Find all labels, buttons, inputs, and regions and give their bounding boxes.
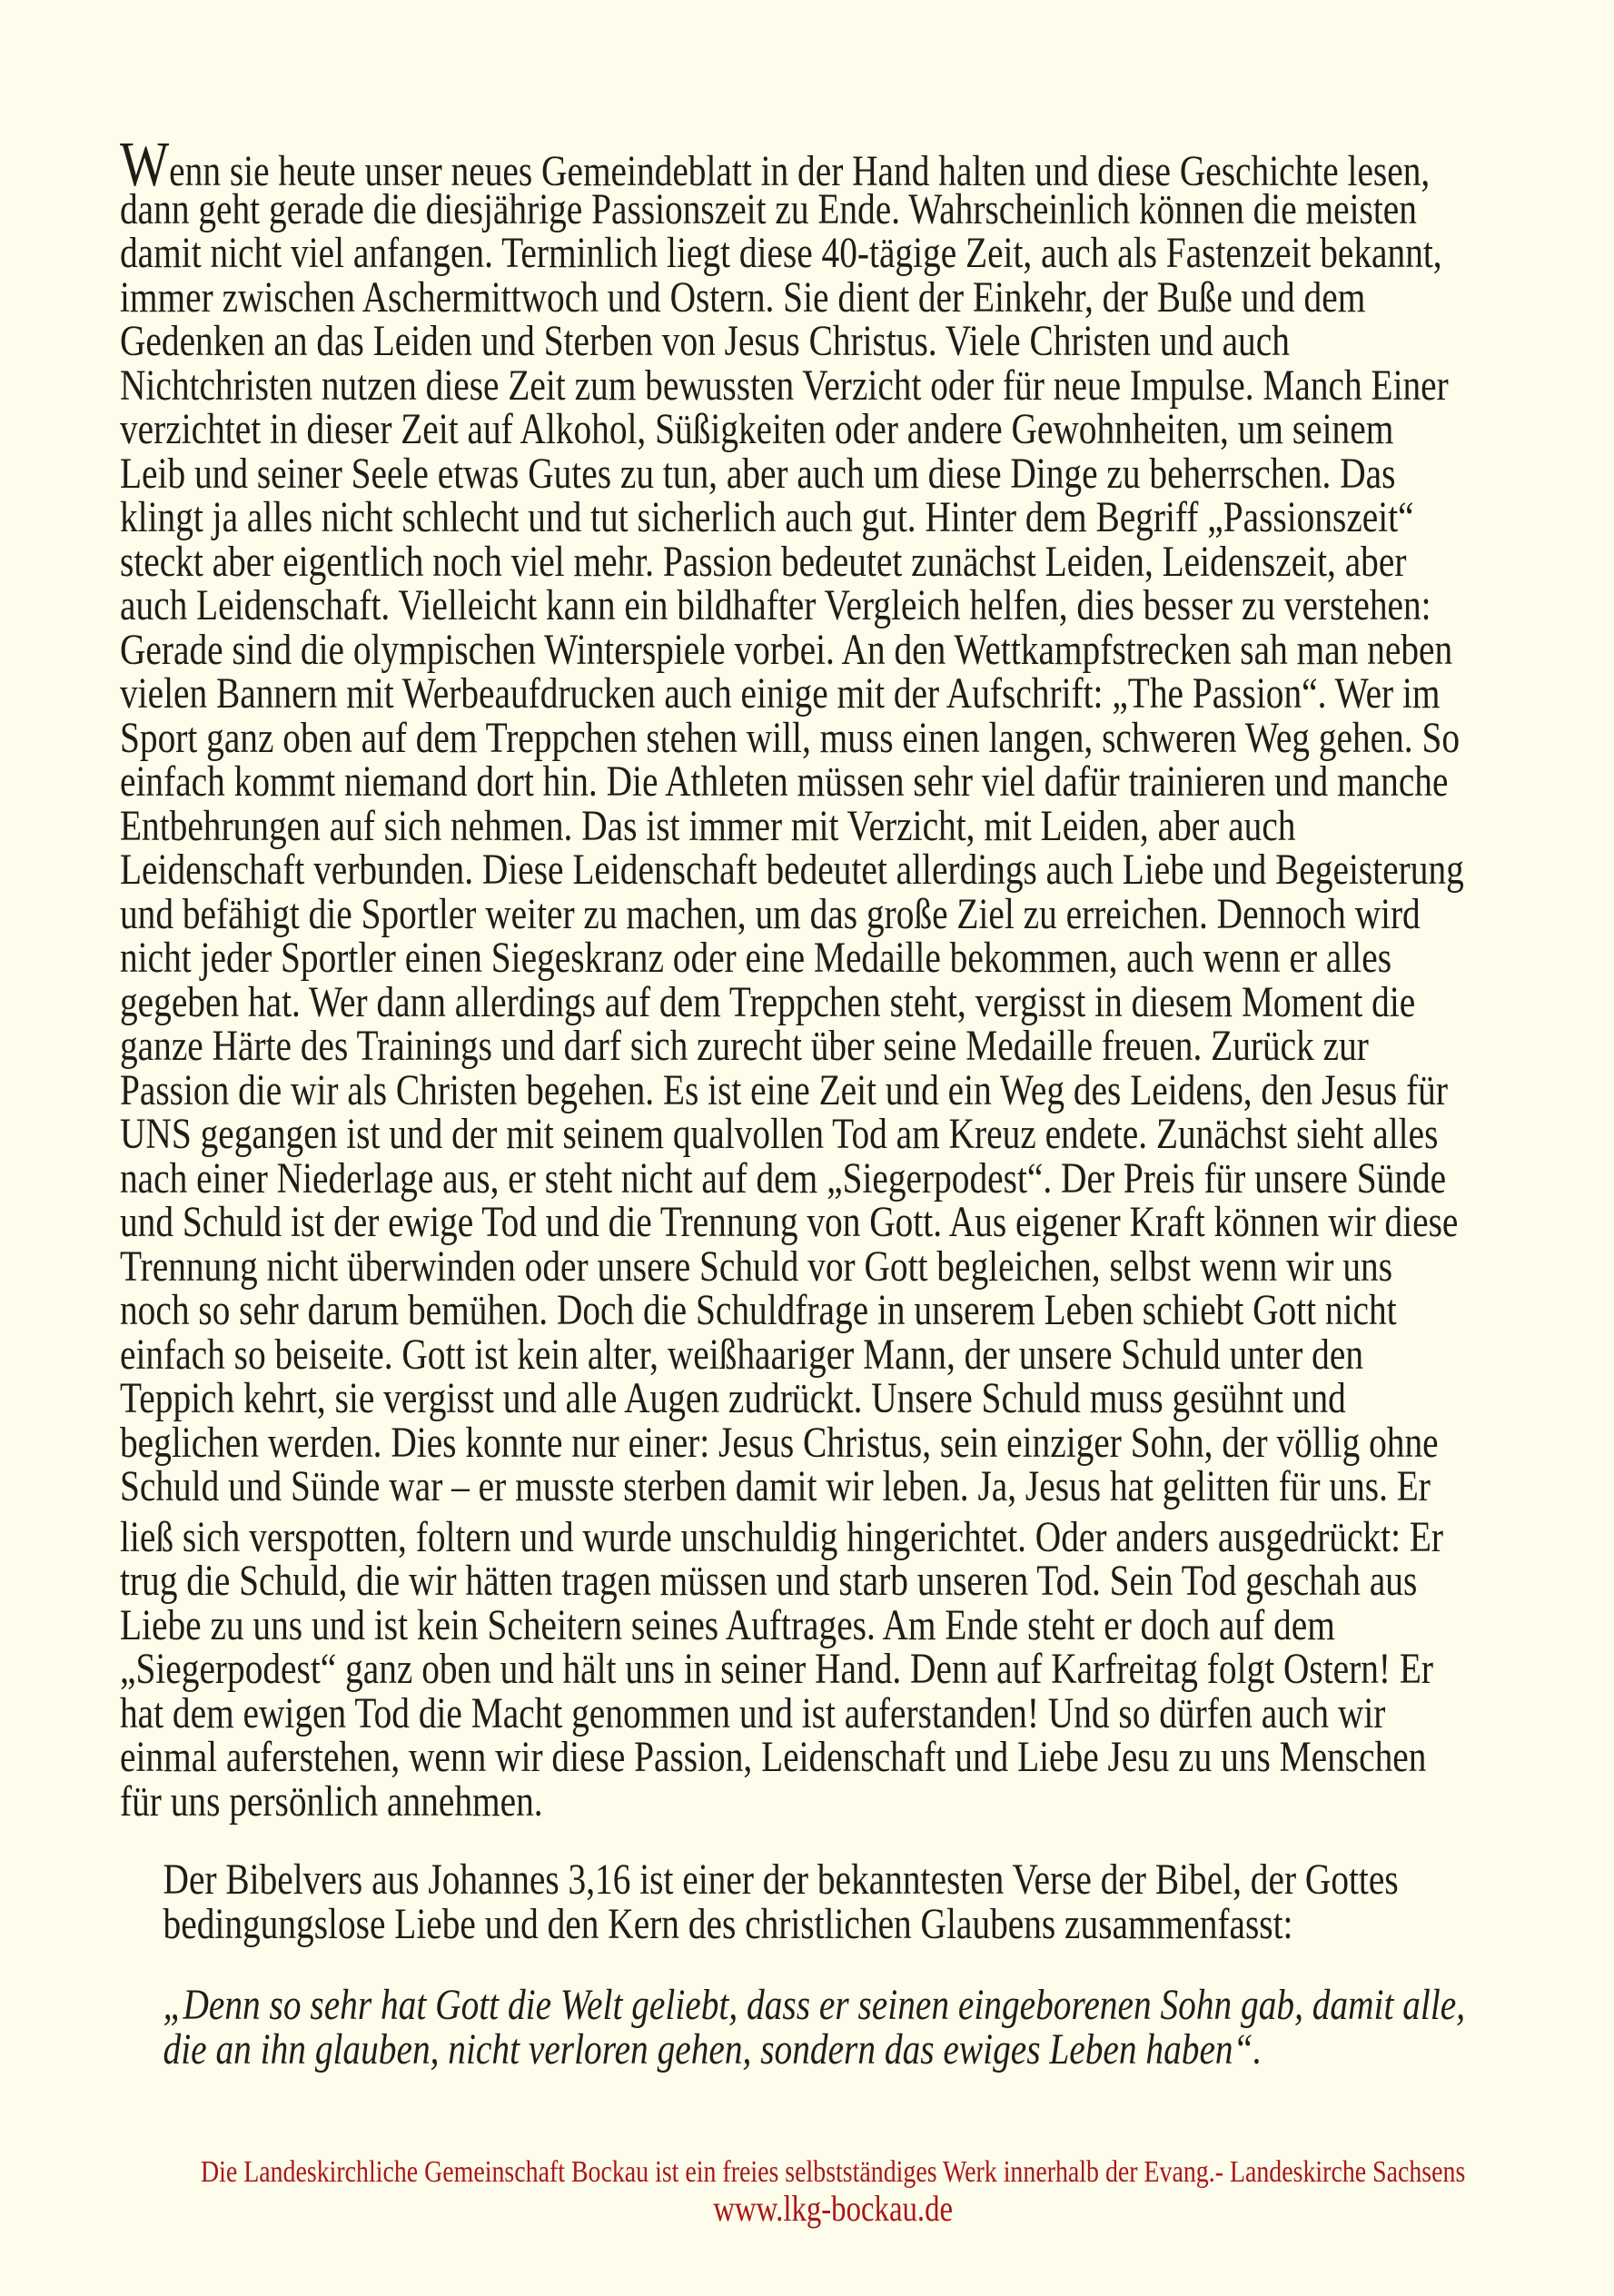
text-line: und Schuld ist der ewige Tod und die Trennung von Gott. Aus eigener Kraft können wir diese bbox=[120, 1198, 1459, 1246]
text-line: Liebe zu uns und ist kein Scheitern seines Auftrages. Am Ende steht er doch auf dem bbox=[120, 1600, 1335, 1649]
text-line: Entbehrungen auf sich nehmen. Das ist immer mit Verzicht, mit Leiden, aber auch bbox=[120, 801, 1296, 850]
text-line: Der Bibelvers aus Johannes 3,16 ist einer der bekanntesten Verse der Bibel, der Gottes bbox=[163, 1856, 1399, 1904]
text-line: Sport ganz oben auf dem Treppchen stehen will, muss einen langen, schweren Weg gehen. So bbox=[120, 713, 1461, 762]
text-line: „Denn so sehr hat Gott die Welt geliebt, dass er seinen eingeborenen Sohn gab, damit alle, bbox=[163, 1981, 1466, 2029]
page-footer bbox=[120, 2154, 1546, 2227]
bible-intro-paragraph bbox=[120, 1858, 1546, 1946]
text-line: gegeben hat. Wer dann allerdings auf dem Treppchen steht, vergisst in diesem Moment die bbox=[120, 977, 1416, 1026]
text-line: dann geht gerade die diesjährige Passionszeit zu Ende. Wahrscheinlich können die meisten bbox=[120, 184, 1417, 233]
text-line: einfach kommt niemand dort hin. Die Athleten müssen sehr viel dafür trainieren und manche bbox=[120, 757, 1449, 806]
text-line: Trennung nicht überwinden oder unsere Schuld vor Gott begleichen, selbst wenn wir uns bbox=[120, 1242, 1393, 1291]
text-line: Nichtchristen nutzen diese Zeit zum bewussten Verzicht oder für neue Impulse. Manch Einer bbox=[120, 361, 1449, 410]
text-line: einfach so beiseite. Gott ist kein alter, weißhaariger Mann, der unsere Schuld unter den bbox=[120, 1330, 1364, 1379]
text-line: trug die Schuld, die wir hätten tragen müssen und starb unseren Tod. Sein Tod geschah aus bbox=[120, 1557, 1418, 1605]
text-line: Schuld und Sünde war – er musste sterben damit wir leben. Ja, Jesus hat gelitten für uns. Er bbox=[120, 1462, 1431, 1510]
text-line: Gerade sind die olympischen Winterspiele vorbei. An den Wettkampfstrecken sah man neben bbox=[120, 625, 1453, 674]
text-line: verzichtet in dieser Zeit auf Alkohol, Süßigkeiten oder andere Gewohnheiten, um seinem bbox=[120, 405, 1394, 453]
text-line: beglichen werden. Dies konnte nur einer: Jesus Christus, sein einziger Sohn, der völlig ohne bbox=[120, 1418, 1439, 1467]
text-line: „Siegerpodest“ ganz oben und hält uns in seiner Hand. Denn auf Karfreitag folgt Ostern! Er bbox=[120, 1645, 1434, 1693]
first-line-text: enn sie heute unser neues Gemeindeblatt in der Hand halten und diese Geschichte lesen, bbox=[169, 147, 1431, 195]
text-line: Passion die wir als Christen begehen. Es ist eine Zeit und ein Weg des Leidens, den Jesus für bbox=[120, 1065, 1448, 1114]
text-line: steckt aber eigentlich noch viel mehr. Passion bedeutet zunächst Leiden, Leidenszeit, aber bbox=[120, 537, 1407, 586]
text-line: und befähigt die Sportler weiter zu machen, um das große Ziel zu erreichen. Dennoch wird bbox=[120, 889, 1421, 938]
text-line: noch so sehr darum bemühen. Doch die Schuldfrage in unserem Leben schiebt Gott nicht bbox=[120, 1286, 1397, 1334]
text-line: Leidenschaft verbunden. Diese Leidenschaft bedeutet allerdings auch Liebe und Begeisterung bbox=[120, 846, 1464, 894]
text-line: nicht jeder Sportler einen Siegeskranz oder eine Medaille bekommen, auch wenn er alles bbox=[120, 934, 1392, 982]
text-line: vielen Bannern mit Werbeaufdrucken auch einige mit der Aufschrift: „The Passion“. Wer im bbox=[120, 669, 1441, 718]
bible-quote bbox=[120, 1981, 1546, 2073]
text-line: bedingungslose Liebe und den Kern des christlichen Glaubens zusammenfasst: bbox=[163, 1899, 1293, 1948]
text-line: ließ sich verspotten, foltern und wurde unschuldig hingerichtet. Oder anders ausgedrückt: Er bbox=[120, 1512, 1443, 1561]
text-line: Teppich kehrt, sie vergisst und alle Augen zudrückt. Unsere Schuld muss gesühnt und bbox=[120, 1374, 1346, 1422]
text-line: einmal auferstehen, wenn wir diese Passion, Leidenschaft und Liebe Jesu zu uns Menschen bbox=[120, 1733, 1427, 1781]
article-paragraph-1b bbox=[120, 1512, 1546, 1826]
text-line: Gedenken an das Leiden und Sterben von Jesus Christus. Viele Christen und auch bbox=[120, 317, 1290, 365]
text-line: auch Leidenschaft. Vielleicht kann ein bildhafter Vergleich helfen, dies besser zu verstehen: bbox=[120, 581, 1431, 629]
text-line: klingt ja alles nicht schlecht und tut sicherlich auch gut. Hinter dem Begriff „Passionszeit“ bbox=[120, 493, 1414, 541]
text-line: die an ihn glauben, nicht verloren gehen, sondern das ewiges Leben haben“. bbox=[163, 2024, 1262, 2073]
text-line: ganze Härte des Trainings und darf sich zurecht über seine Medaille freuen. Zurück zur bbox=[120, 1022, 1369, 1070]
article-body bbox=[120, 130, 1546, 2073]
text-line: für uns persönlich annehmen. bbox=[120, 1776, 543, 1826]
footer-disclaimer: Die Landeskirchliche Gemeinschaft Bockau ist ein freies selbstständiges Werk innerhalb der Evang.- Landeskirche Sachsens bbox=[200, 2155, 1466, 2189]
drop-cap-initial: W bbox=[120, 130, 170, 200]
text-line: Leib und seiner Seele etwas Gutes zu tun, aber auch um diese Dinge zu beherrschen. Das bbox=[120, 449, 1396, 498]
text-line: hat dem ewigen Tod die Macht genommen und ist auferstanden! Und so dürfen auch wir bbox=[120, 1688, 1386, 1737]
text-line-first bbox=[120, 130, 1546, 200]
article-paragraph-1 bbox=[120, 184, 1546, 1510]
text-line: immer zwischen Aschermittwoch und Ostern. Sie dient der Einkehr, der Buße und dem bbox=[120, 272, 1366, 322]
text-line: damit nicht viel anfangen. Terminlich liegt diese 40-tägige Zeit, auch als Fastenzeit bekannt, bbox=[120, 229, 1442, 277]
footer-website-url[interactable]: www.lkg-bockau.de bbox=[713, 2188, 954, 2229]
text-line: nach einer Niederlage aus, er steht nicht auf dem „Siegerpodest“. Der Preis für unsere Sünde bbox=[120, 1153, 1447, 1202]
text-line: UNS gegangen ist und der mit seinem qualvollen Tod am Kreuz endete. Zunächst sieht alles bbox=[120, 1110, 1439, 1158]
